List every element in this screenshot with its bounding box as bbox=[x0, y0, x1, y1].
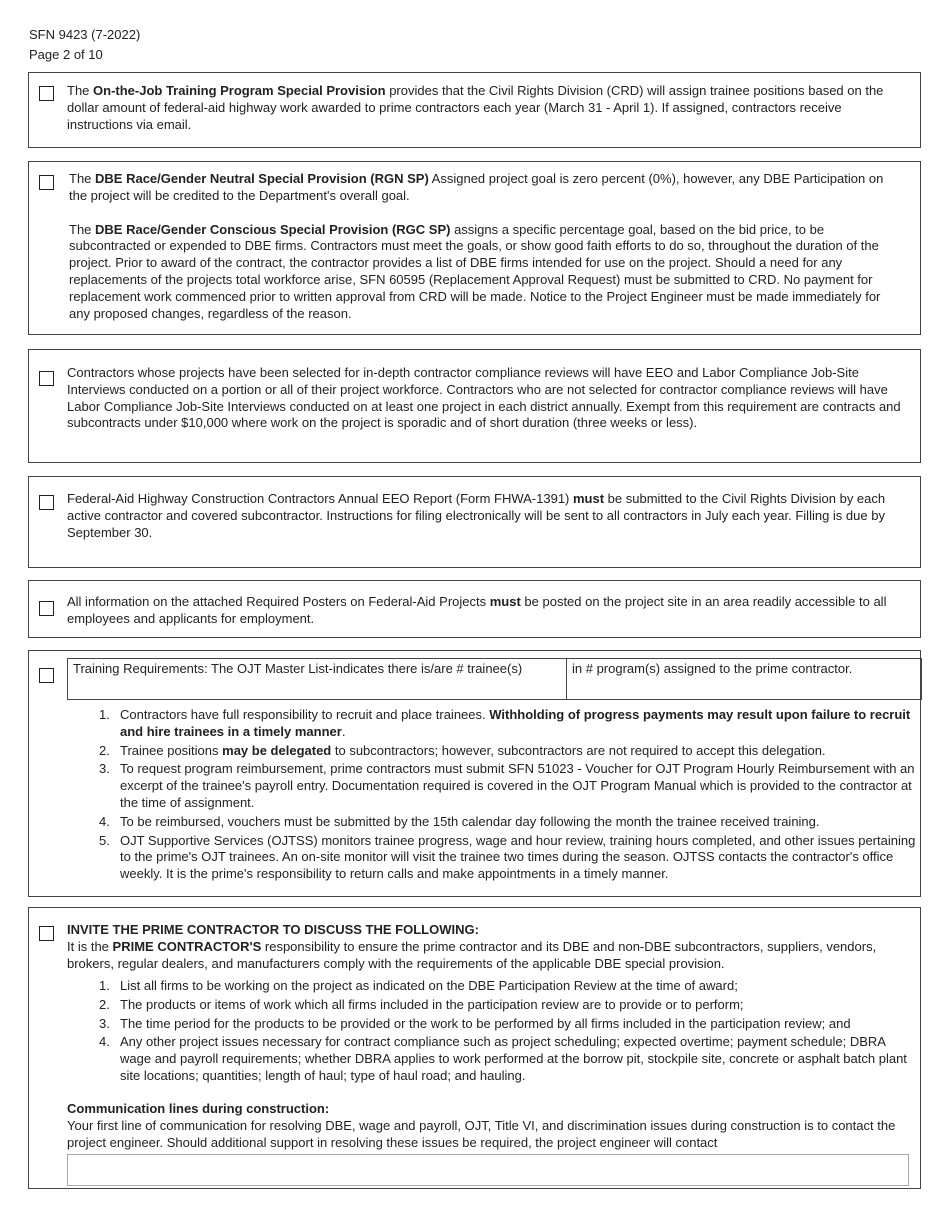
training-list bbox=[29, 707, 917, 885]
section-dbe bbox=[28, 161, 921, 335]
section-invite bbox=[28, 907, 921, 1189]
list-item: 4. Any other project issues necessary for contract compliance such as project scheduling; expected overtime; payment schedule; DBRA wage and payroll requirements; whether DBRA applies to work performed at the borrow pit, stockpile site, concrete or asphalt batch plant site locations; quantities; length of haul; type of haul road; and hauling. bbox=[99, 1034, 907, 1083]
eeo-report-text: Federal-Aid Highway Construction Contractors Annual EEO Report (Form FHWA-1391) must be submitted to the Civil Rights Division by each active contractor and covered subcontractor. Instructions for filing electronically will be sent to all contractors in July each year. Filling is due by September 30. bbox=[67, 491, 886, 540]
program-count-field[interactable]: in # program(s) assigned to the prime contractor. bbox=[572, 661, 853, 676]
communication-body: Your first line of communication for resolving DBE, wage and payroll, OJT, Title VI, and discrimination issues during construction is to contact the project engineer. Should additional support in resolving these issues be required, the project engineer will contact bbox=[67, 1117, 896, 1150]
section-ojt bbox=[28, 72, 921, 148]
dbe-checkbox[interactable] bbox=[39, 175, 54, 190]
posters-text: All information on the attached Required Posters on Federal-Aid Projects must be posted on the project site in an area readily accessible to all employees and applicants for employment. bbox=[67, 594, 887, 626]
posters-checkbox[interactable] bbox=[39, 601, 54, 616]
invite-heading: INVITE THE PRIME CONTRACTOR TO DISCUSS THE FOLLOWING: bbox=[67, 922, 479, 937]
ojt-text: The On-the-Job Training Program Special Provision provides that the Civil Rights Division (CRD) will assign trainee positions based on the dollar amount of federal-aid highway work awarded to prime contractors each year (March 31 - April 1). If assigned, contractors receive instructions via email. bbox=[67, 83, 884, 132]
interviews-text: Contractors whose projects have been selected for in-depth contractor compliance reviews will have EEO and Labor Compliance Job-Site Interviews conducted on a portion or all of their project workforce. Contractors who are not selected for contractor compliance reviews will have Labor Compliance Job-Site Interviews conducted on at least one project in each district annually. Exempt from this requirement are contracts and subcontracts under $10,000 where work on the project is sporadic and of short duration (three weeks or less). bbox=[67, 365, 901, 431]
form-id: SFN 9423 (7-2022) bbox=[29, 27, 141, 42]
communication-heading: Communication lines during construction: bbox=[67, 1101, 330, 1116]
training-requirements-table bbox=[67, 658, 922, 700]
page-number: Page 2 of 10 bbox=[29, 47, 103, 62]
dbe-rgc-paragraph: The DBE Race/Gender Conscious Special Provision (RGC SP) assigns a specific percentage goal, based on the bid price, to be subcontracted or expended to DBE firms. Contractors must meet the goals, or show good faith efforts to do so, throughout the duration of the project. Prior to award of the contract, the contractor provides a list of DBE firms intended for use on the project. Should a need for any replacements of the projects total workforce arise, SFN 60595 (Replacement Approval Request) must be submitted to CRD. No payment for replacement work commenced prior to written approval from CRD will be made. Notice to the Project Engineer must be made immediately for any proposed changes, regardless of the reason. bbox=[69, 221, 881, 321]
list-item: 3. To request program reimbursement, prime contractors must submit SFN 51023 - Voucher for OJT Program Hourly Reimbursement with an excerpt of the trainee's payroll entry. Documentation required is covered in the OJT Program Manual which is provided to the contractor at the time of assignment. bbox=[99, 761, 915, 810]
ojt-checkbox[interactable] bbox=[39, 86, 54, 101]
list-item: 1. Contractors have full responsibility to recruit and place trainees. Withholding of progress payments may result upon failure to recruit and hire trainees in a timely manner. bbox=[99, 707, 911, 739]
communication-contact-field[interactable] bbox=[67, 1154, 909, 1186]
training-checkbox[interactable] bbox=[39, 668, 54, 683]
invite-intro: It is the PRIME CONTRACTOR'S responsibility to ensure the prime contractor and its DBE and non-DBE subcontractors, suppliers, vendors, brokers, regular dealers, and manufacturers comply with the requirements of the applicable DBE special provision. bbox=[67, 938, 877, 971]
interviews-checkbox[interactable] bbox=[39, 371, 54, 386]
list-item: 1. List all firms to be working on the project as indicated on the DBE Participation Review at the time of award; bbox=[99, 978, 738, 993]
section-posters bbox=[28, 580, 921, 638]
invite-checkbox[interactable] bbox=[39, 926, 54, 941]
section-interviews bbox=[28, 349, 921, 463]
list-item: 3. The time period for the products to be provided or the work to be performed by all firms included in the participation review; and bbox=[99, 1015, 851, 1031]
list-item: 4. To be reimbursed, vouchers must be submitted by the 15th calendar day following the month the trainee received training. bbox=[99, 813, 820, 829]
section-training bbox=[28, 650, 921, 897]
communication-text bbox=[67, 1101, 902, 1151]
list-item: 2. The products or items of work which all firms included in the participation review are to provide or to perform; bbox=[99, 996, 744, 1012]
trainee-count-field[interactable]: Training Requirements: The OJT Master List-indicates there is/are # trainee(s) bbox=[68, 659, 567, 699]
list-item: 2. Trainee positions may be delegated to subcontractors; however, subcontractors are not required to accept this delegation. bbox=[99, 742, 826, 758]
section-eeo-report bbox=[28, 476, 921, 568]
dbe-text bbox=[69, 171, 902, 322]
dbe-rgn-paragraph: The DBE Race/Gender Neutral Special Provision (RGN SP) Assigned project goal is zero percent (0%), however, any DBE Participation on the project will be credited to the Department's overall goal. bbox=[69, 171, 884, 203]
list-item: 5. OJT Supportive Services (OJTSS) monitors trainee progress, wage and hour review, training hours completed, and other issues pertaining to the prime's OJT trainees. An on-site monitor will visit the trainee two times during the season. OJTSS contacts the contractor's office weekly. It is the prime's responsibility to return calls and make appointments in a timely manner. bbox=[99, 832, 916, 882]
invite-text bbox=[67, 922, 902, 972]
invite-list bbox=[29, 978, 908, 1087]
eeo-report-checkbox[interactable] bbox=[39, 495, 54, 510]
